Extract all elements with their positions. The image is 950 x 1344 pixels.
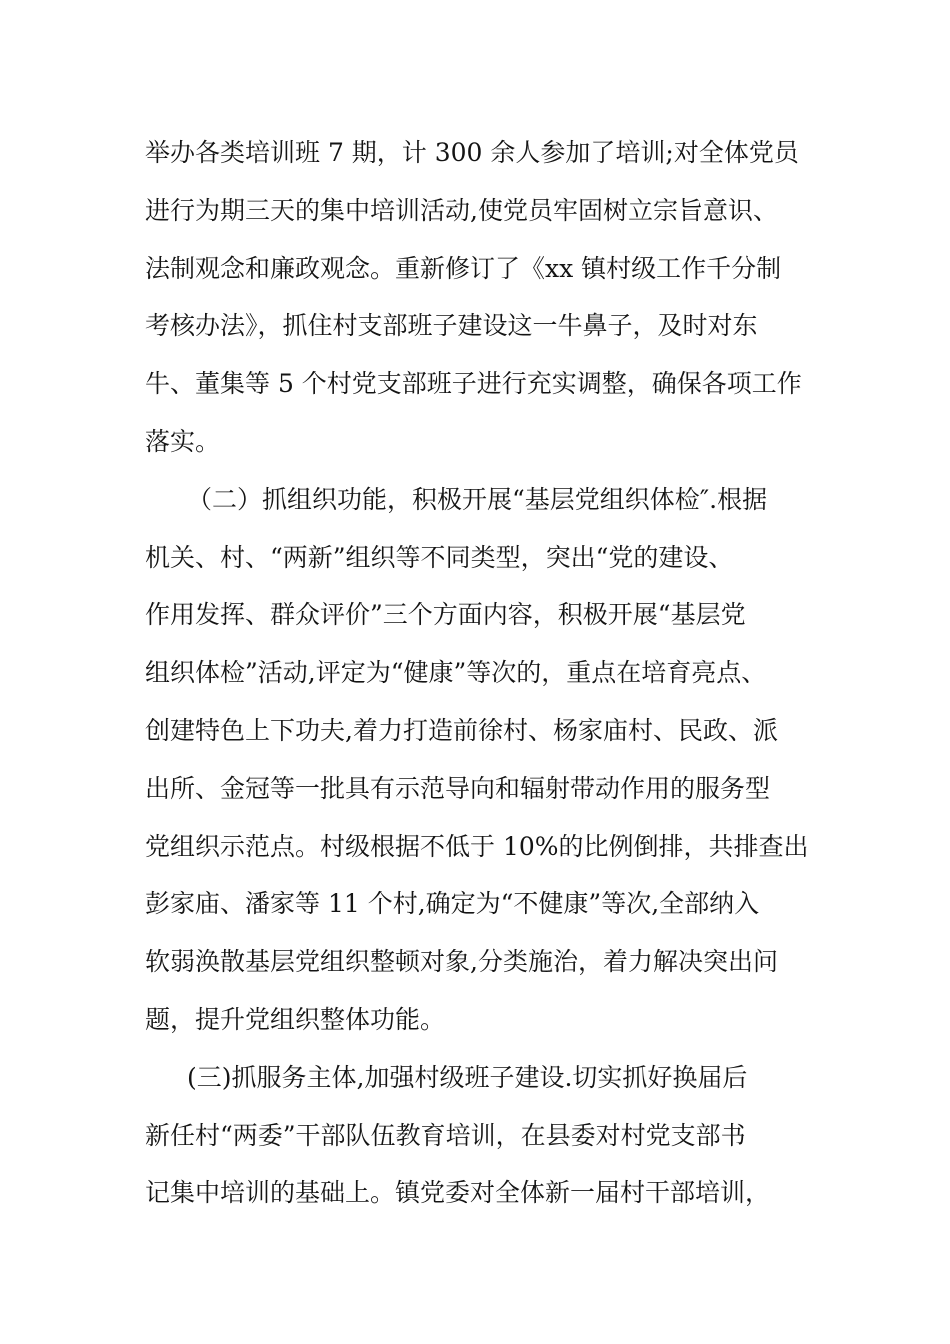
body-text [145,124,835,1222]
text-line: 机关、村、“两新”组织等不同类型，突出“党的建设、 [145,542,734,572]
text-line: 新任村“两委”干部队伍教育培训，在县委对村党支部书 [145,1120,746,1150]
text-line: 法制观念和廉政观念。重新修订了《xx 镇村级工作千分制 [145,253,782,283]
text-line: 软弱涣散基层党组织整顿对象,分类施治，着力解决突出问 [145,947,778,977]
text-line: 出所、金冠等一批具有示范导向和辐射带动作用的服务型 [145,773,771,803]
text-line: 题，提升党组织整体功能。 [145,1004,446,1034]
text-line: 党组织示范点。村级根据不低于 10%的比例倒排，共排查出 [145,831,809,861]
text-line: 举办各类培训班 7 期，计 300 余人参加了培训;对全体党员 [145,138,799,167]
paragraph-start-line: (三)抓服务主体,加强村级班子建设.切实抓好换届后 [187,1062,748,1092]
paragraph-start-line: （二）抓组织功能，积极开展“基层党组织体检″.根据 [187,484,768,514]
text-line: 彭家庙、潘家等 11 个村,确定为“不健康”等次,全部纳入 [145,889,760,919]
text-line: 进行为期三天的集中培训活动,使党员牢固树立宗旨意识、 [145,195,778,225]
text-line: 组织体检”活动,评定为“健康”等次的，重点在培育亮点、 [145,658,767,688]
text-line: 创建特色上下功夫,着力打造前徐村、杨家庙村、民政、派 [145,715,778,745]
text-line: 牛、董集等 5 个村党支部班子进行充实调整，确保各项工作 [145,369,802,399]
text-line: 记集中培训的基础上。镇党委对全体新一届村干部培训， [145,1178,771,1208]
text-line: 作用发挥、群众评价”三个方面内容，积极开展“基层党 [145,600,746,630]
text-line: 考核办法》，抓住村支部班子建设这一牛鼻子，及时对东 [145,311,758,341]
text-line: 落实。 [145,426,221,456]
